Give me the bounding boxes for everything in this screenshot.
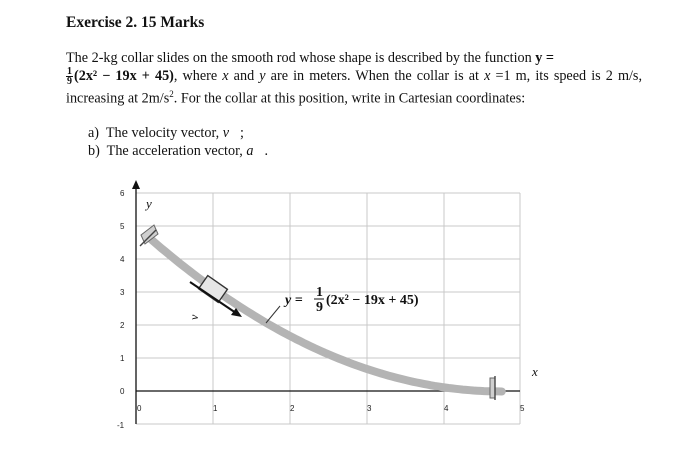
y-tick-2: 2 bbox=[120, 321, 125, 330]
y-tick-4: 4 bbox=[120, 255, 125, 264]
fraction-numerator: 1 bbox=[67, 66, 72, 77]
y-variable: y bbox=[259, 67, 266, 84]
equation-numerator: 1 bbox=[316, 285, 323, 300]
fraction-denominator: 9 bbox=[67, 76, 72, 87]
equation-label bbox=[283, 285, 419, 315]
statement-part-5: =1 m, its speed is 2 m/s, increasing at 2m/s bbox=[66, 67, 642, 107]
acceleration-symbol: a⃗ bbox=[246, 143, 265, 159]
question-a-end: ; bbox=[240, 125, 244, 141]
question-b-text: The acceleration vector, bbox=[106, 143, 247, 159]
x-variable-2: x bbox=[484, 67, 491, 84]
y-tick-1: 1 bbox=[120, 354, 125, 363]
equation-lhs: y = bbox=[285, 293, 303, 308]
statement-part-6: . For the collar at this position, write in Cartesian coordinates: bbox=[173, 90, 526, 107]
y-axis-arrow-icon bbox=[132, 180, 140, 189]
statement-part-1: The 2-kg collar slides on the smooth rod whose shape is described by the function bbox=[66, 50, 536, 66]
y-tick-3: 3 bbox=[120, 288, 125, 297]
x-tick-0: 0 bbox=[137, 404, 142, 413]
x-tick-3: 3 bbox=[367, 404, 372, 413]
equation-denominator: 9 bbox=[316, 300, 323, 315]
x-variable: x bbox=[222, 67, 229, 84]
statement-part-4: are in meters. When the collar is at bbox=[265, 67, 485, 84]
question-a-marker: a) bbox=[88, 125, 100, 141]
equation-rhs: (2x² − 19x + 45) bbox=[326, 293, 419, 308]
question-a-text: The velocity vector, bbox=[105, 125, 223, 141]
x-tick-5: 5 bbox=[520, 404, 525, 413]
statement-part-3: and bbox=[228, 67, 260, 84]
question-b-end: . bbox=[264, 143, 269, 159]
right-support-icon bbox=[490, 376, 495, 400]
velocity-label: v⃗ bbox=[187, 305, 201, 320]
x-axis-label: x bbox=[532, 364, 538, 379]
x-tick-2: 2 bbox=[290, 404, 295, 413]
y-tick-0: 0 bbox=[120, 387, 125, 396]
statement-part-2: , where bbox=[173, 67, 223, 84]
y-axis-label: y bbox=[146, 196, 152, 211]
y-tick-minus-1: -1 bbox=[117, 421, 125, 430]
y-tick-6: 6 bbox=[120, 189, 125, 198]
equation-pointer bbox=[266, 306, 280, 323]
velocity-symbol: v⃗ bbox=[222, 125, 241, 141]
x-tick-labels bbox=[137, 404, 525, 413]
exercise-title: Exercise 2. 15 Marks bbox=[66, 14, 205, 31]
x-tick-1: 1 bbox=[213, 404, 218, 413]
y-tick-5: 5 bbox=[120, 222, 125, 231]
y-equals: y = bbox=[535, 50, 555, 66]
superscript-2: 2 bbox=[169, 89, 174, 99]
x-tick-4: 4 bbox=[444, 404, 449, 413]
question-b-marker: b) bbox=[88, 143, 100, 159]
function-expression: (2x² − 19x + 45) bbox=[74, 67, 174, 84]
y-tick-labels bbox=[117, 189, 125, 430]
